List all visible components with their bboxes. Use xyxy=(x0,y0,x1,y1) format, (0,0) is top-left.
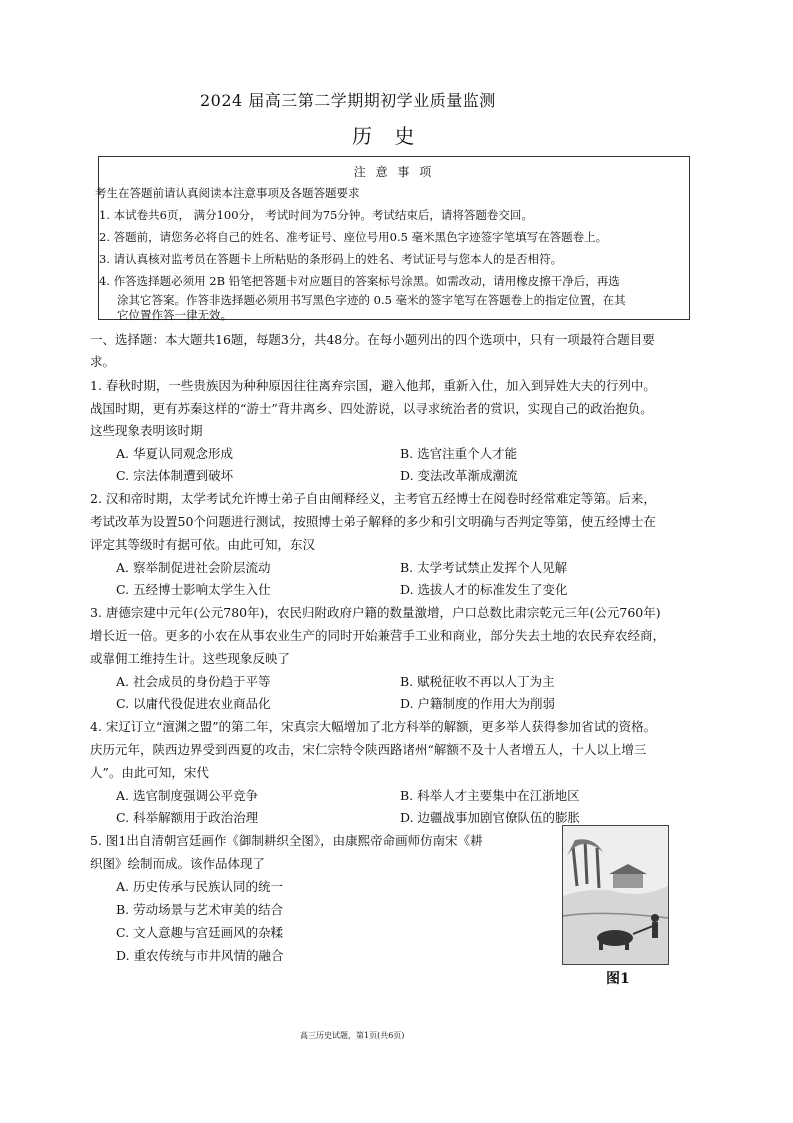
question-5-option-b: B. 劳动场景与艺术审美的结合 xyxy=(116,902,284,917)
exam-title: 2024 届高三第二学期期初学业质量监测 xyxy=(200,91,496,110)
question-4-line-3: 人”。由此可知，宋代 xyxy=(90,765,209,780)
question-3-option-b: B. 赋税征收不再以人丁为主 xyxy=(400,674,555,689)
question-3-line-2: 增长近一倍。更多的小农在从事农业生产的同时开始兼营手工业和商业，部分失去土地的农民弃农经商， xyxy=(90,628,666,643)
question-4-option-c: C. 科举解额用于政治治理 xyxy=(116,810,259,825)
question-3-option-c: C. 以庸代役促进农业商品化 xyxy=(116,696,271,711)
page-footer: 高三历史试题，第1页(共6页) xyxy=(300,1031,405,1040)
question-2-line-3: 评定其等级时有据可依。由此可知，东汉 xyxy=(90,537,316,552)
question-2-option-c: C. 五经博士影响太学生入仕 xyxy=(116,582,271,597)
question-4-line-1: 4. 宋辽订立“澶渊之盟”的第二年，宋真宗大幅增加了北方科举的解额，更多举人获得参加省试的资格。 xyxy=(90,719,657,734)
question-5-option-a: A. 历史传承与民族认同的统一 xyxy=(116,879,283,894)
notice-item-4: 4. 作答选择题必须用 2B 铅笔把答题卡对应题目的答案标号涂黑。如需改动，请用橡皮擦干净后，再选 xyxy=(99,274,620,288)
question-2-option-a: A. 察举制促进社会阶层流动 xyxy=(116,560,271,575)
notice-title: 注 意 事 项 xyxy=(353,165,435,179)
subject-title: 历 史 xyxy=(352,124,423,148)
question-3-line-3: 或靠佣工维持生计。这些现象反映了 xyxy=(90,651,291,666)
notice-item-2: 2. 答题前，请您务必将自己的姓名、准考证号、座位号用0.5 毫米黑色字迹签字笔填写在答题卷上。 xyxy=(99,230,608,244)
question-3-line-1: 3. 唐德宗建中元年(公元780年)，农民归附政府户籍的数量激增，户口总数比肃宗乾元三年(公元760年) xyxy=(90,605,661,620)
question-2-line-2: 考试改革为设置50个问题进行测试，按照博士弟子解释的多少和引文明确与否判定等第，使五经博士在 xyxy=(90,514,656,529)
question-3-option-d: D. 户籍制度的作用大为削弱 xyxy=(400,696,556,711)
question-1-option-b: B. 选官注重个人才能 xyxy=(400,446,518,461)
notice-item-1: 1. 本试卷共6页， 满分100分， 考试时间为75分钟。考试结束后，请将答题卷交回。 xyxy=(99,208,533,222)
notice-item-4-cont: 涂其它答案。作答非选择题必须用书写黑色字迹的 0.5 毫米的签字笔写在答题卷上的指定位置，在其 xyxy=(117,293,626,307)
question-1-line-2: 战国时期，更有苏秦这样的“游士”背井离乡、四处游说，以寻求统治者的赏识，实现自己的政治抱负。 xyxy=(90,401,653,416)
question-2-option-d: D. 选拔人才的标准发生了变化 xyxy=(400,582,568,597)
notice-item-4-end: 它位置作答一律无效。 xyxy=(117,308,232,322)
question-5-line-1: 5. 图1出自清朝宫廷画作《御制耕织全图》，由康熙帝命画师仿南宋《耕 xyxy=(90,833,483,848)
question-5-option-c: C. 文人意趣与宫廷画风的杂糅 xyxy=(116,925,284,940)
question-5-option-d: D. 重农传统与市井风情的融合 xyxy=(116,948,284,963)
question-1-option-a: A. 华夏认同观念形成 xyxy=(116,446,233,461)
question-1-option-c: C. 宗法体制遭到破坏 xyxy=(116,468,234,483)
question-1-line-3: 这些现象表明该时期 xyxy=(90,423,203,438)
question-2-line-1: 2. 汉和帝时期，太学考试允许博士弟子自由阐释经义，主考官五经博士在阅卷时经常难定等第。后来， xyxy=(90,491,656,506)
section-heading: 一、选择题：本大题共16题，每题3分，共48分。在每小题列出的四个选项中，只有一项最符合题目要 xyxy=(90,332,655,347)
question-4-line-2: 庆历元年，陕西边界受到西夏的攻击，宋仁宗特令陕西路诸州“解额不及十人者增五人，十人以上增三 xyxy=(90,742,647,757)
question-3-option-a: A. 社会成员的身份趋于平等 xyxy=(116,674,271,689)
question-4-option-d: D. 边疆战事加剧官僚队伍的膨胀 xyxy=(400,810,581,825)
notice-intro: 考生在答题前请认真阅读本注意事项及各题答题要求 xyxy=(95,186,360,200)
notice-item-3: 3. 请认真核对监考员在答题卡上所粘贴的条形码上的姓名、考试证号与您本人的是否相符。 xyxy=(99,252,563,266)
question-4-option-a: A. 选官制度强调公平竞争 xyxy=(116,788,258,803)
farming-scene-illustration xyxy=(563,826,668,964)
question-2-option-b: B. 太学考试禁止发挥个人见解 xyxy=(400,560,568,575)
question-4-option-b: B. 科举人才主要集中在江浙地区 xyxy=(400,788,580,803)
figure-1-image xyxy=(562,825,669,965)
figure-1-label: 图1 xyxy=(606,971,630,987)
question-1-line-1: 1. 春秋时期，一些贵族因为种种原因往往离弃宗国，避入他邦，重新入仕，加入到异姓大夫的行列中。 xyxy=(90,378,656,393)
notice-box xyxy=(95,156,690,322)
question-1-option-d: D. 变法改革渐成潮流 xyxy=(400,468,518,483)
section-heading-cont: 求。 xyxy=(90,354,116,369)
question-5-line-2: 织图》绘制而成。该作品体现了 xyxy=(90,856,266,871)
